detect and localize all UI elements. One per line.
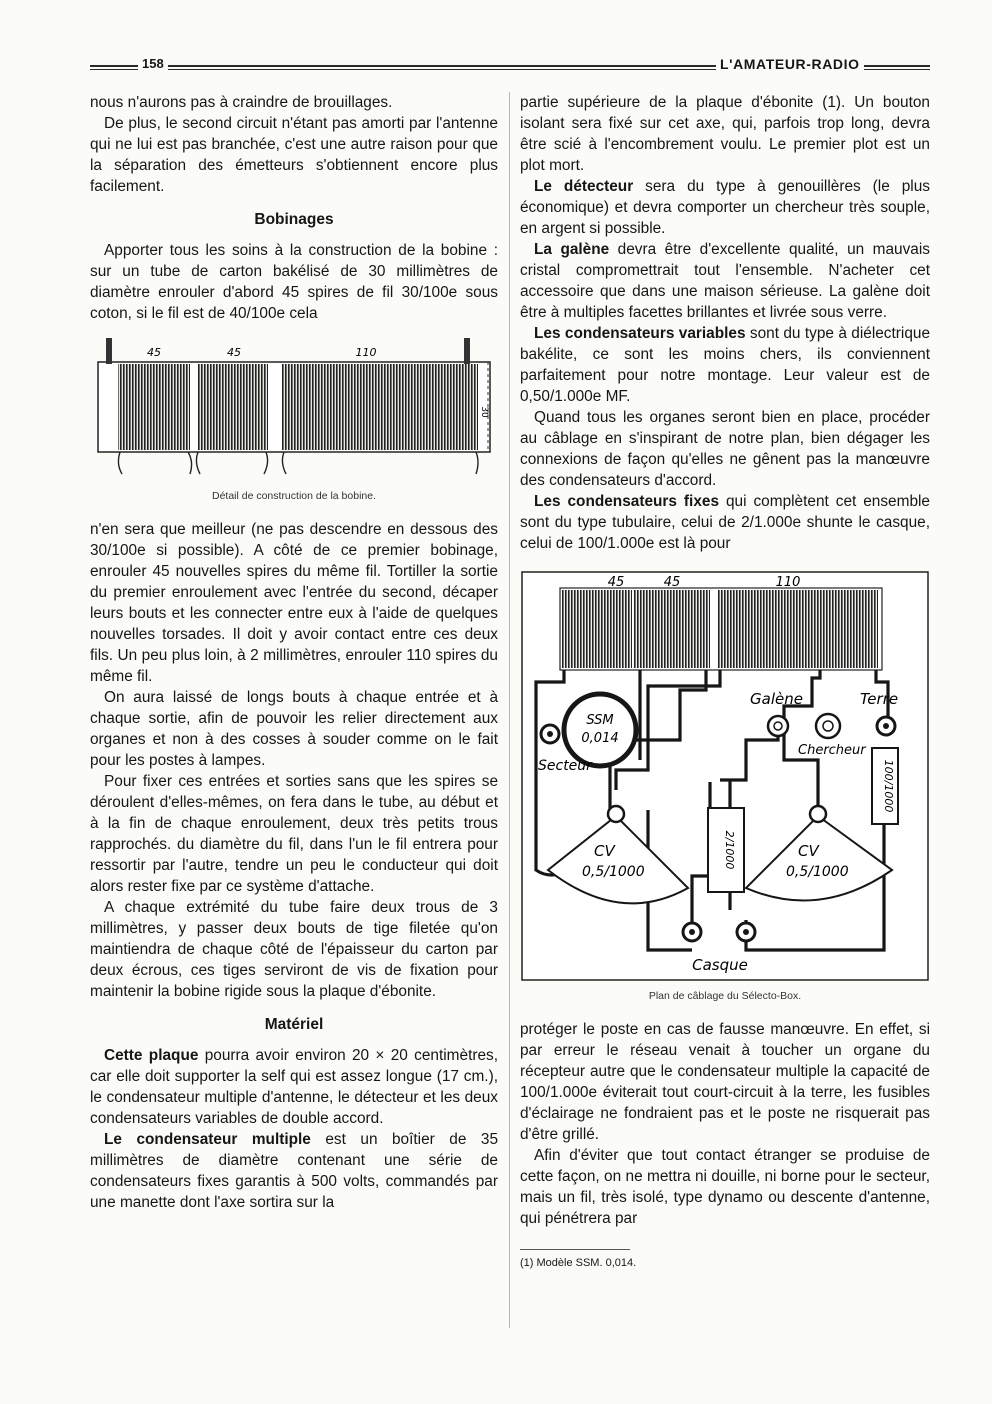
- winding-1: [118, 364, 190, 450]
- cv-right-label: CV: [798, 842, 819, 860]
- section-heading-bobinages: Bobinages: [254, 211, 334, 228]
- paragraph: Cette plaque pourra avoir environ 20 × 20 centimètres, car elle doit supporter la self qui est assez longue (17 cm.), le condensateur multiple d'antenne, le détecteur et les deux condensateurs variables de double accord.: [90, 1047, 498, 1127]
- paragraph: La galène devra être d'excellente qualité, un mauvais cristal compromettrait tout l'ensemble. N'acheter cet accessoire que dans une maison sérieuse. La galène doit être à multiples facettes brillantes et livrée sous verre.: [520, 241, 930, 321]
- section-heading-materiel: Matériel: [264, 1016, 324, 1033]
- lead-term: Le condensateur multiple: [104, 1131, 311, 1148]
- lead-term: Cette plaque: [104, 1047, 199, 1064]
- winding-2: [198, 364, 268, 450]
- coil-winding-1: [562, 590, 632, 668]
- paragraph: Les condensateurs variables sont du type à diélectrique bakélite, ce sont les moins chers, ils conviennent parfaitement pour notre montage. Leur valeur est de 0,50/1.000e MF.: [520, 325, 931, 405]
- coil-label-b: 45: [663, 575, 681, 590]
- paragraph: Le détecteur sera du type à genouillères (le plus économique) et devra comporter un chercheur très souple, en argent si possible.: [520, 178, 930, 237]
- lead-term: Les condensateurs variables: [534, 325, 746, 342]
- fig1-label-c: 110: [355, 346, 377, 359]
- page-number: 158: [138, 56, 168, 71]
- fig1-label-side: 30: [479, 406, 489, 418]
- footnote-rule: [520, 1249, 630, 1250]
- cap-2-label: 2/1000: [723, 830, 736, 870]
- cv-left-value: 0,5/1000: [582, 864, 645, 880]
- lead-term: Les condensateurs fixes: [534, 493, 720, 510]
- fixing-rod-right: [464, 338, 470, 364]
- right-column: [520, 92, 930, 1270]
- paragraph: nous n'aurons pas à craindre de brouillages.: [90, 94, 393, 111]
- paragraph: Afin d'éviter que tout contact étranger se produise de cette façon, on ne mettra ni douille, ni borne pour le secteur, mais un fil, très isolé, type dynamo ou descente d'antenne, qui pénétrera par: [520, 1147, 930, 1227]
- coil-construction-figure: [90, 332, 498, 482]
- terre-label: Terre: [860, 690, 899, 708]
- ssm-label: SSM: [586, 713, 614, 728]
- cv-right-value: 0,5/1000: [786, 864, 849, 880]
- fig1-label-b: 45: [227, 346, 241, 359]
- chercheur-label: Chercheur: [798, 743, 866, 758]
- fig1-label-a: 45: [147, 346, 161, 359]
- left-column: [90, 92, 498, 1213]
- lead-term: Le détecteur: [534, 178, 634, 195]
- journal-title: L'AMATEUR-RADIO: [716, 56, 864, 72]
- paragraph: Les condensateurs fixes qui complètent cet ensemble sont du type tubulaire, celui de 2/1.000e shunte le casque, celui de 100/1.000e est là pour: [520, 493, 930, 552]
- casque-label: Casque: [692, 956, 748, 974]
- paragraph: Apporter tous les soins à la construction de la bobine : sur un tube de carton bakélisé de 30 millimètres de diamètre enrouler d'abord 45 spires de fil 30/100e sous coton, si le fil est de 40/100e cela: [90, 242, 498, 322]
- footnote: (1) Modèle SSM. 0,014.: [520, 1257, 637, 1269]
- winding-3: [282, 364, 478, 450]
- paragraph: partie supérieure de la plaque d'ébonite (1). Un bouton isolant sera fixé sur cet axe, qui, parfois trop long, devra être scié à l'encombrement voulu. Le premier plot est un plot mort.: [520, 94, 930, 174]
- wiring-plan-figure: [520, 570, 930, 982]
- coil-winding-3: [718, 590, 878, 668]
- paragraph: A chaque extrémité du tube faire deux trous de 3 millimètres, y passer deux bouts de tige filetée qu'on maintiendra de chaque côté de l'épaisseur du carton par deux écrous, ces tiges serviront de vis de fixation pour maintenir la bobine rigide sous la plaque d'ébonite.: [90, 899, 498, 1000]
- lead-term: La galène: [534, 241, 610, 258]
- column-divider: [509, 92, 510, 1328]
- coil-label-a: 45: [607, 575, 625, 590]
- ssm-value: 0,014: [581, 731, 619, 746]
- paragraph: protéger le poste en cas de fausse manœuvre. En effet, si par erreur le réseau venait à toucher un organe du récepteur autre que le condensateur multiple la capacité de 100/1.000e éviterait tout court-circuit à la terre, les fusibles d'éclairage ne fondraient pas et le poste ne risquerait pas d'être grillé.: [520, 1021, 930, 1143]
- paragraph: On aura laissé de longs bouts à chaque entrée et à chaque sortie, afin de pouvoir les relier directement aux organes et non à des cosses à souder comme on le fait pour les postes à lampes.: [90, 689, 498, 769]
- coil-winding-2: [634, 590, 710, 668]
- galene-label: Galène: [750, 690, 803, 708]
- coil-label-c: 110: [775, 575, 801, 590]
- paragraph: Le condensateur multiple est un boîtier de 35 millimètres de diamètre contenant une série de condensateurs fixes garantis à 500 volts, commandés par une manette dont l'axe sortira sur la: [90, 1131, 499, 1211]
- running-header: [90, 56, 930, 78]
- fixing-rod-left: [106, 338, 112, 364]
- lead-wires: [118, 452, 478, 474]
- figure-caption: Détail de construction de la bobine.: [211, 490, 377, 502]
- paragraph: Pour fixer ces entrées et sorties sans que les spires se déroulent d'elles-mêmes, on fera dans le tube, au début et à la fin de chaque enroulement, deux très petits trous rapprochés. du diamètre du fil, dans l'un le fil entrera pour ressortir par l'autre, tendre un peu le conducteur qui doit alors rester fixe par ce système d'attache.: [90, 773, 498, 895]
- paragraph: Quand tous les organes seront bien en place, procéder au câblage en s'inspirant de notre plan, bien dégager les connexions de façon qu'elles ne gênent pas la manœuvre des condensateurs d'accord.: [520, 409, 930, 489]
- paragraph: De plus, le second circuit n'étant pas amorti par l'antenne qui ne lui est pas branchée, c'est une autre raison pour que la séparation des émetteurs s'obtiennent encore plus facilement.: [90, 115, 498, 195]
- cv-left-label: CV: [594, 842, 615, 860]
- cap-100-label: 100/1000: [882, 759, 895, 813]
- ssm-condenser: [564, 694, 636, 766]
- figure-caption: Plan de câblage du Sélecto-Box.: [648, 990, 802, 1002]
- secteur-label: Secteur: [538, 758, 592, 774]
- paragraph: n'en sera que meilleur (ne pas descendre en dessous des 30/100e si possible). A côté de ce premier bobinage, enrouler 45 nouvelles spires du même fil. Tortiller la sortie du premier enroulement avec l'entrée du second, décaper leurs bouts et les connecter entre eux à l'aide de quelques nouvelles torsades. Il doit y avoir contact entre ces deux fils. Un peu plus loin, à 2 millimètres, enrouler 110 spires du même fil.: [90, 521, 498, 685]
